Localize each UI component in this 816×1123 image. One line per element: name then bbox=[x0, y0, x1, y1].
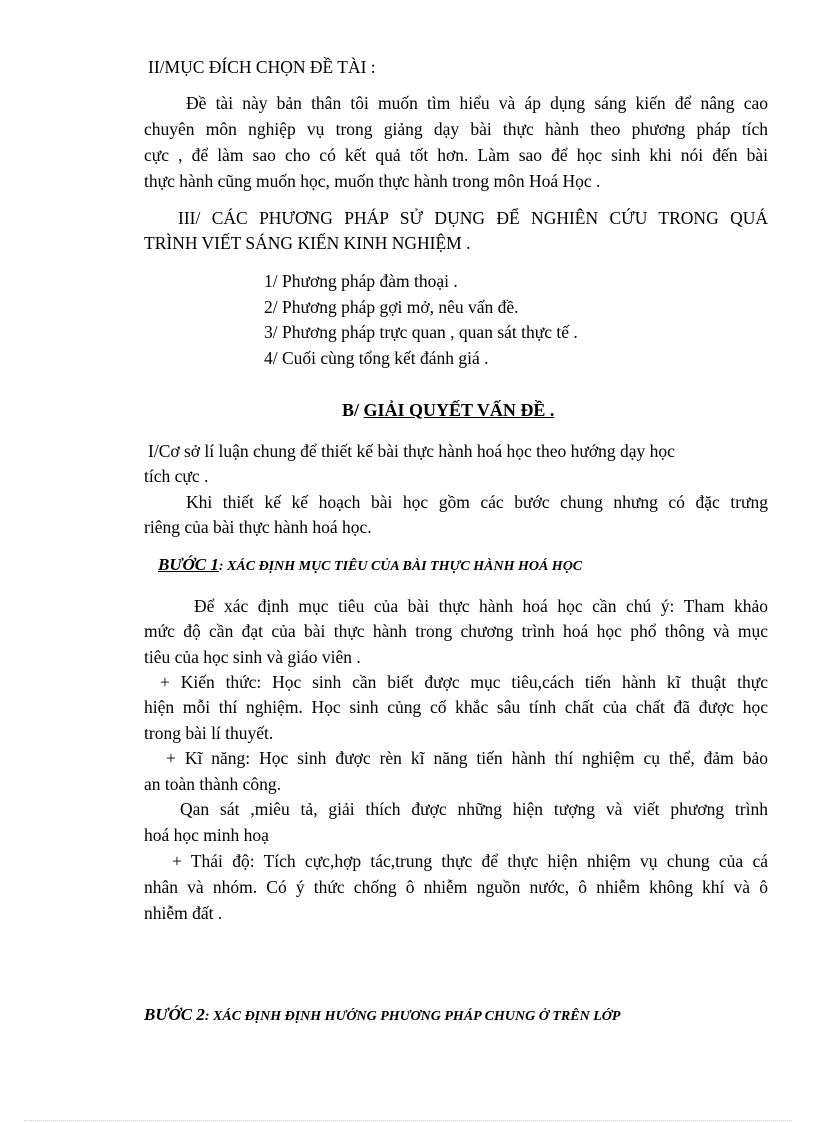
part-b-plan-line-2: riêng của bài thực hành hoá học. bbox=[144, 517, 372, 537]
knowledge-line-3: trong bài lí thuyết. bbox=[144, 723, 274, 743]
step-1-para-line-2: mức độ cần đạt của bài thực hành trong chương trình hoá học phổ thông và mục bbox=[144, 621, 768, 641]
step-2-heading bbox=[144, 1003, 620, 1029]
step-1-label: BƯỚC 1 bbox=[158, 555, 219, 574]
section-2-para-line-3: cực , để làm sao cho có kết quả tốt hơn. Làm sao để học sinh khi nói đến bài bbox=[144, 145, 768, 165]
section-3-heading-line-1: III/ CÁC PHƯƠNG PHÁP SỬ DỤNG ĐỂ NGHIÊN CỨU TRONG QUÁ bbox=[178, 208, 768, 228]
method-item: 1/ Phương pháp đàm thoại . bbox=[264, 271, 458, 291]
step-1-title: : XÁC ĐỊNH MỤC TIÊU CỦA BÀI THỰC HÀNH HOÁ HỌC bbox=[218, 559, 583, 574]
part-b-plan-line-1: Khi thiết kế kế hoạch bài học gồm các bước chung nhưng có đặc trưng bbox=[186, 492, 768, 512]
part-b-intro-line-2: tích cực . bbox=[144, 466, 209, 486]
page-bottom-rule bbox=[24, 1120, 792, 1121]
attitude-line-1: + Thái độ: Tích cực,hợp tác,trung thực để thực hiện nhiệm vụ chung của cá bbox=[172, 851, 768, 871]
part-b-intro-line-1: I/Cơ sở lí luận chung để thiết kế bài thực hành hoá học theo hướng dạy học bbox=[148, 441, 675, 461]
observe-line-2: hoá học minh hoạ bbox=[144, 825, 269, 845]
method-item: 3/ Phương pháp trực quan , quan sát thực tế . bbox=[264, 322, 578, 342]
step-2-label: BƯỚC 2 bbox=[144, 1005, 205, 1024]
section-2-para-line-1: Đề tài này bản thân tôi muốn tìm hiểu và áp dụng sáng kiến để nâng cao bbox=[186, 93, 768, 113]
skill-line-2: an toàn thành công. bbox=[144, 774, 282, 794]
section-2-para-line-4: thực hành cũng muốn học, muốn thực hành trong môn Hoá Học . bbox=[144, 171, 601, 191]
part-b-title: GIẢI QUYẾT VẤN ĐỀ . bbox=[363, 400, 555, 420]
skill-line-1: + Kĩ năng: Học sinh được rèn kĩ năng tiến hành thí nghiệm cụ thể, đảm bảo bbox=[166, 748, 768, 768]
section-2-heading: II/MỤC ĐÍCH CHỌN ĐỀ TÀI : bbox=[148, 57, 376, 77]
step-1-para-line-1: Để xác định mục tiêu của bài thực hành hoá học cần chú ý: Tham khảo bbox=[194, 596, 768, 616]
step-1-para-line-3: tiêu của học sinh và giáo viên . bbox=[144, 647, 361, 667]
method-item: 2/ Phương pháp gợi mở, nêu vấn đề. bbox=[264, 297, 519, 317]
step-1-heading bbox=[158, 553, 582, 579]
step-2-title: : XÁC ĐỊNH ĐỊNH HƯỚNG PHƯƠNG PHÁP CHUNG Ở TRÊN LỚP bbox=[204, 1009, 621, 1024]
part-b-prefix: B/ bbox=[342, 400, 364, 420]
knowledge-line-1: + Kiến thức: Học sinh cần biết được mục tiêu,cách tiến hành kĩ thuật thực bbox=[160, 672, 768, 692]
method-item: 4/ Cuối cùng tổng kết đánh giá . bbox=[264, 348, 489, 368]
attitude-line-3: nhiễm đất . bbox=[144, 903, 223, 923]
knowledge-line-2: hiện mỗi thí nghiệm. Học sinh củng cố khắc sâu tính chất của chất đã được học bbox=[144, 697, 768, 717]
part-b-heading bbox=[342, 398, 554, 422]
attitude-line-2: nhân và nhóm. Có ý thức chống ô nhiễm nguồn nước, ô nhiễm không khí và ô bbox=[144, 877, 768, 897]
observe-line-1: Qan sát ,miêu tả, giải thích được những hiện tượng và viết phương trình bbox=[180, 799, 768, 819]
section-2-para-line-2: chuyên môn nghiệp vụ trong giảng dạy bài thực hành theo phương pháp tích bbox=[144, 119, 768, 139]
section-3-heading-line-2: TRÌNH VIẾT SÁNG KIẾN KINH NGHIỆM . bbox=[144, 233, 471, 253]
